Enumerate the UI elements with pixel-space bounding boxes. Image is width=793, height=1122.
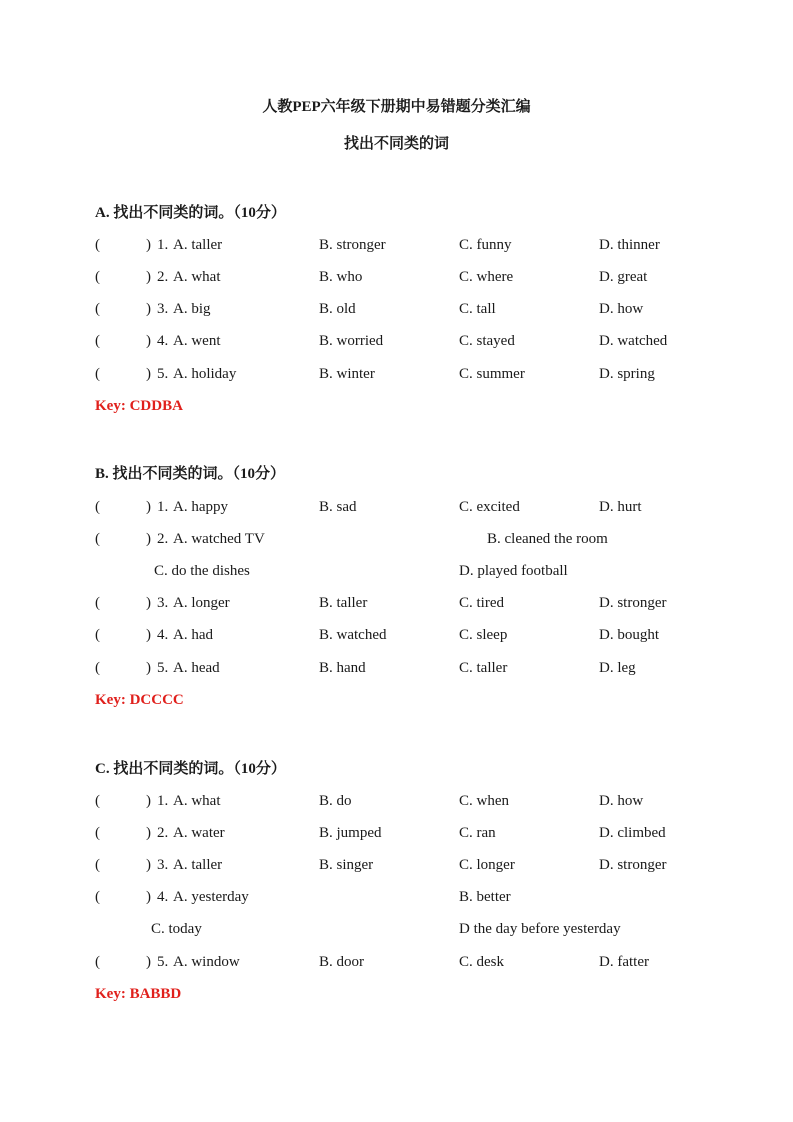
option-c: C. today — [151, 921, 202, 937]
option-d: D. stronger — [599, 595, 667, 611]
option-b: B. better — [459, 889, 511, 905]
question-row — [0, 595, 793, 617]
option-d: D. great — [599, 269, 648, 285]
option-c: C. do the dishes — [154, 563, 250, 579]
answer-paren-open: ( — [95, 857, 100, 873]
question-number: 1. — [157, 499, 169, 515]
option-d: D. climbed — [599, 825, 666, 841]
option-a: A. taller — [173, 237, 223, 253]
answer-paren-close: ) — [146, 269, 151, 285]
option-a: A. holiday — [173, 366, 237, 382]
question-row — [0, 301, 793, 323]
answer-paren-open: ( — [95, 333, 100, 349]
answer-paren-close: ) — [146, 954, 151, 970]
option-c: C. sleep — [459, 627, 508, 643]
answer-paren-close: ) — [146, 627, 151, 643]
option-c: C. when — [459, 793, 509, 809]
option-a: A. water — [173, 825, 225, 841]
option-d: D. fatter — [599, 954, 649, 970]
option-d: D. stronger — [599, 857, 667, 873]
answer-paren-open: ( — [95, 499, 100, 515]
option-c: C. tall — [459, 301, 496, 317]
option-c: C. where — [459, 269, 514, 285]
page-subtitle: 找出不同类的词 — [343, 136, 449, 152]
option-c: C. stayed — [459, 333, 515, 349]
option-a: A. happy — [173, 499, 228, 515]
option-a: A. had — [173, 627, 213, 643]
option-b: B. jumped — [319, 825, 382, 841]
option-b: B. taller — [319, 595, 368, 611]
answer-paren-open: ( — [95, 825, 100, 841]
option-d: D. played football — [459, 563, 568, 579]
question-number: 1. — [157, 237, 169, 253]
answer-paren-open: ( — [95, 660, 100, 676]
option-a: A. longer — [173, 595, 230, 611]
question-row — [0, 857, 793, 879]
answer-key: Key: BABBD — [95, 986, 182, 1002]
answer-paren-open: ( — [95, 531, 100, 547]
option-d: D. how — [599, 301, 644, 317]
option-d: D. bought — [599, 627, 659, 643]
option-b: B. who — [319, 269, 363, 285]
option-b: B. singer — [319, 857, 374, 873]
option-d: D the day before yesterday — [459, 921, 621, 937]
option-b: B. hand — [319, 660, 366, 676]
question-row — [0, 333, 793, 355]
option-a: A. watched TV — [173, 531, 265, 547]
option-c: C. longer — [459, 857, 515, 873]
answer-key: Key: DCCCC — [95, 692, 184, 708]
question-number: 4. — [157, 889, 169, 905]
option-c: C. tired — [459, 595, 504, 611]
option-b: B. watched — [319, 627, 387, 643]
question-row — [0, 825, 793, 847]
question-number: 3. — [157, 301, 169, 317]
question-number: 5. — [157, 366, 169, 382]
question-row — [0, 531, 793, 553]
option-c: C. funny — [459, 237, 512, 253]
answer-paren-close: ) — [146, 531, 151, 547]
page-title: 人教PEP六年级下册期中易错题分类汇编 — [262, 99, 531, 115]
option-a: A. window — [173, 954, 240, 970]
answer-paren-close: ) — [146, 825, 151, 841]
answer-paren-open: ( — [95, 627, 100, 643]
option-b: B. stronger — [319, 237, 386, 253]
answer-paren-close: ) — [146, 333, 151, 349]
option-b: B. do — [319, 793, 352, 809]
option-d: D. how — [599, 793, 644, 809]
question-row — [0, 889, 793, 911]
question-number: 3. — [157, 595, 169, 611]
answer-paren-close: ) — [146, 366, 151, 382]
option-b: B. worried — [319, 333, 384, 349]
question-row — [0, 660, 793, 682]
question-number: 1. — [157, 793, 169, 809]
answer-paren-close: ) — [146, 660, 151, 676]
answer-paren-open: ( — [95, 889, 100, 905]
answer-paren-open: ( — [95, 595, 100, 611]
question-row — [0, 499, 793, 521]
answer-paren-close: ) — [146, 595, 151, 611]
option-b: B. cleaned the room — [487, 531, 608, 547]
option-a: A. taller — [173, 857, 223, 873]
answer-paren-open: ( — [95, 954, 100, 970]
answer-paren-close: ) — [146, 301, 151, 317]
answer-key: Key: CDDBA — [95, 398, 183, 414]
option-c: C. desk — [459, 954, 504, 970]
question-row — [0, 793, 793, 815]
option-b: B. door — [319, 954, 364, 970]
answer-paren-close: ) — [146, 499, 151, 515]
answer-paren-open: ( — [95, 269, 100, 285]
option-a: A. what — [173, 793, 221, 809]
option-a: A. what — [173, 269, 221, 285]
option-a: A. big — [173, 301, 211, 317]
answer-paren-open: ( — [95, 237, 100, 253]
answer-paren-close: ) — [146, 793, 151, 809]
option-d: D. leg — [599, 660, 636, 676]
option-b: B. sad — [319, 499, 357, 515]
option-c: C. taller — [459, 660, 508, 676]
question-row — [0, 269, 793, 291]
option-a: A. yesterday — [173, 889, 249, 905]
question-number: 5. — [157, 660, 169, 676]
question-number: 2. — [157, 531, 169, 547]
option-c: C. summer — [459, 366, 525, 382]
question-row-continuation — [0, 563, 793, 585]
option-d: D. spring — [599, 366, 655, 382]
option-c: C. excited — [459, 499, 520, 515]
question-row — [0, 954, 793, 976]
section-b-heading: B. 找出不同类的词。（10分） — [95, 466, 286, 482]
section-a-heading: A. 找出不同类的词。（10分） — [95, 205, 286, 221]
question-number: 4. — [157, 333, 169, 349]
question-number: 3. — [157, 857, 169, 873]
option-b: B. winter — [319, 366, 375, 382]
option-d: D. thinner — [599, 237, 660, 253]
answer-paren-close: ) — [146, 237, 151, 253]
question-row-continuation — [0, 921, 793, 943]
option-d: D. hurt — [599, 499, 642, 515]
option-b: B. old — [319, 301, 356, 317]
option-a: A. went — [173, 333, 221, 349]
option-c: C. ran — [459, 825, 496, 841]
answer-paren-close: ) — [146, 857, 151, 873]
question-number: 2. — [157, 825, 169, 841]
question-number: 5. — [157, 954, 169, 970]
answer-paren-open: ( — [95, 793, 100, 809]
answer-paren-open: ( — [95, 301, 100, 317]
question-row — [0, 237, 793, 259]
answer-paren-close: ) — [146, 889, 151, 905]
question-number: 2. — [157, 269, 169, 285]
question-row — [0, 627, 793, 649]
option-d: D. watched — [599, 333, 668, 349]
answer-paren-open: ( — [95, 366, 100, 382]
question-row — [0, 366, 793, 388]
option-a: A. head — [173, 660, 220, 676]
question-number: 4. — [157, 627, 169, 643]
section-c-heading: C. 找出不同类的词。（10分） — [95, 761, 286, 777]
